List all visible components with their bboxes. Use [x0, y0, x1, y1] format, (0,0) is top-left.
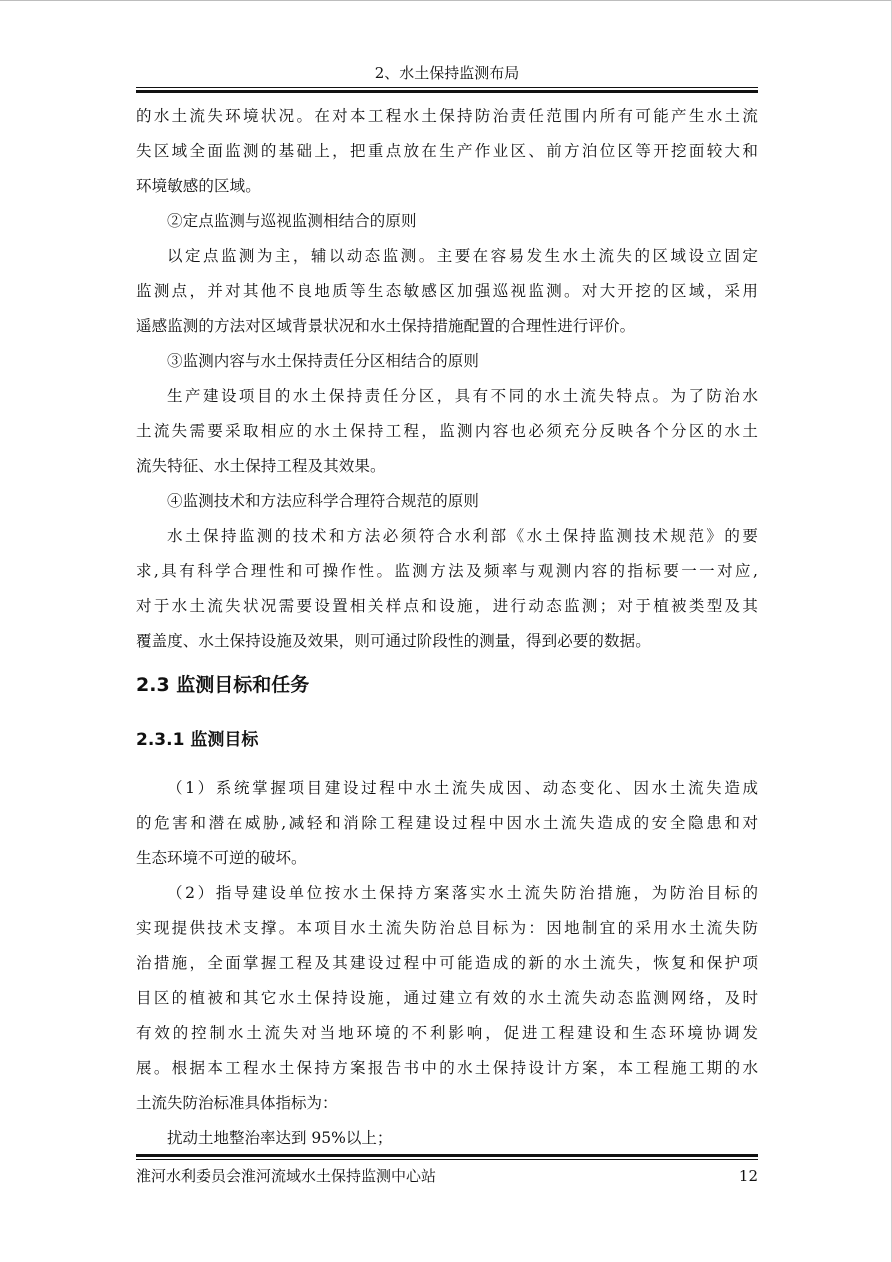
paragraph-line: 水土保持监测的技术和方法必须符合水利部《水土保持监测技术规范》的要 — [167, 527, 758, 545]
paragraph-line: 覆盖度、水土保持设施及效果，则可通过阶段性的测量，得到必要的数据。 — [136, 632, 651, 650]
page-number: 12 — [738, 1167, 758, 1185]
paragraph-line: （1）系统掌握项目建设过程中水土流失成因、动态变化、因水土流失造成 — [167, 779, 758, 797]
paragraph-line: 的危害和潜在威胁,减轻和消除工程建设过程中因水土流失造成的安全隐患和对 — [136, 814, 758, 832]
paragraph-line: 有效的控制水土流失对当地环境的不利影响，促进工程建设和生态环境协调发 — [136, 1024, 758, 1042]
paragraph-line: 求,具有科学合理性和可操作性。监测方法及频率与观测内容的指标要一一对应, — [136, 562, 758, 580]
paragraph-line: 生产建设项目的水土保持责任分区，具有不同的水土流失特点。为了防治水 — [167, 387, 758, 405]
paragraph-line: 扰动土地整治率达到 95%以上； — [167, 1129, 393, 1147]
header-rule-thick — [136, 90, 758, 93]
paragraph-line: 实现提供技术支撑。本项目水土流失防治总目标为：因地制宜的采用水土流失防 — [136, 919, 758, 937]
paragraph-line: 监测点，并对其他不良地质等生态敏感区加强巡视监测。对大开挖的区域，采用 — [136, 282, 758, 300]
footer-organization: 淮河水利委员会淮河流域水土保持监测中心站 — [136, 1167, 437, 1185]
paragraph-line: 环境敏感的区域。 — [136, 177, 261, 195]
paragraph-line: 治措施，全面掌握工程及其建设过程中可能造成的新的水土流失，恢复和保护项 — [136, 954, 758, 972]
paragraph-line: 失区域全面监测的基础上，把重点放在生产作业区、前方泊位区等开挖面较大和 — [136, 142, 758, 160]
paragraph-line: 以定点监测为主，辅以动态监测。主要在容易发生水土流失的区域设立固定 — [167, 247, 758, 265]
paragraph-line: 对于水土流失状况需要设置相关样点和设施，进行动态监测；对于植被类型及其 — [136, 597, 758, 615]
paragraph-line: 生态环境不可逆的破坏。 — [136, 849, 307, 867]
paragraph-line: 目区的植被和其它水土保持设施，通过建立有效的水土流失动态监测网络，及时 — [136, 989, 758, 1007]
paragraph-line: 展。根据本工程水土保持方案报告书中的水土保持设计方案，本工程施工期的水 — [136, 1059, 758, 1077]
paragraph-line: 流失特征、水土保持工程及其效果。 — [136, 457, 386, 475]
page-footer — [136, 1154, 758, 1188]
paragraph-line: 土流失防治标准具体指标为： — [136, 1094, 338, 1112]
paragraph-line: 遥感监测的方法对区域背景状况和水土保持措施配置的合理性进行评价。 — [136, 317, 636, 335]
page-header — [136, 62, 758, 93]
subsection-heading: 2.3.1 监测目标 — [136, 730, 259, 750]
paragraph-line: 的水土流失环境状况。在对本工程水土保持防治责任范围内所有可能产生水土流 — [136, 107, 758, 125]
principle-4-title: ④监测技术和方法应科学合理符合规范的原则 — [167, 492, 480, 510]
body-text — [136, 99, 758, 659]
principle-3-title: ③监测内容与水土保持责任分区相结合的原则 — [167, 352, 480, 370]
objectives-text — [136, 771, 758, 1156]
section-heading: 2.3 监测目标和任务 — [136, 674, 310, 696]
header-title: 2、水土保持监测布局 — [374, 64, 520, 82]
paragraph-line: （2）指导建设单位按水土保持方案落实水土流失防治措施，为防治目标的 — [167, 884, 758, 902]
principle-2-title: ②定点监测与巡视监测相结合的原则 — [167, 212, 417, 230]
page-top-border — [0, 0, 891, 1]
paragraph-line: 土流失需要采取相应的水土保持工程，监测内容也必须充分反映各个分区的水土 — [136, 422, 758, 440]
footer-rule-thin — [136, 1159, 758, 1160]
